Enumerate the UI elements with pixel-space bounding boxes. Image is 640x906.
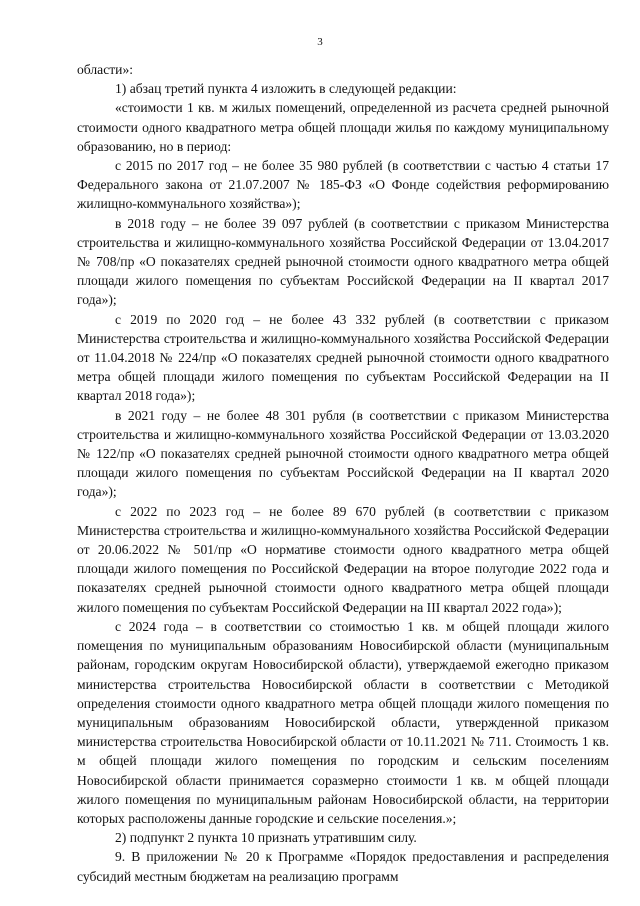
paragraph-item-1: 1) абзац третий пункта 4 изложить в следующей редакции:	[115, 81, 457, 97]
page-number: 3	[317, 36, 323, 48]
paragraph-item-2: 2) подпункт 2 пункта 10 признать утратившим силу.	[115, 830, 417, 846]
paragraph-2018: в 2018 году – не более 39 097 рублей (в соответствии с приказом Министерства строительства и жилищно-коммунального хозяйства Российской Федерации от 13.04.2017 № 708/пр «О показателях средней рыночной стоимости одного квадратного метра общей площади жилого помещения по субъектам Российской Федерации на II квартал 2017 года»);	[77, 215, 609, 308]
document-body	[77, 60, 609, 886]
paragraph-continuation: области»:	[77, 62, 134, 77]
paragraph-item-9: 9. В приложении № 20 к Программе «Порядок предоставления и распределения субсидий местным бюджетам на реализацию программ	[77, 849, 609, 884]
paragraph-2019-2020: с 2019 по 2020 год – не более 43 332 рублей (в соответствии с приказом Министерства строительства и жилищно-коммунального хозяйства Российской Федерации от 11.04.2018 № 224/пр «О показателях средней рыночной стоимости одного квадратного метра общей площади жилого помещения по субъектам Российской Федерации на II квартал 2018 года»);	[77, 311, 609, 404]
paragraph-2024: с 2024 года – в соответствии со стоимостью 1 кв. м общей площади жилого помещения по муниципальным образованиям Новосибирской области (муниципальным районам, городским округам Новосибирской области), утверждаемой ежегодно приказом министерства строительства Новосибирской области в соответствии с Методикой определения стоимости одного квадратного метра общей площади жилого помещения по муниципальным образованиям Новосибирской области, утвержденной приказом министерства строительства Новосибирской области от 10.11.2021 № 711. Стоимость 1 кв. м общей площади жилого помещения по городским и сельским поселениям Новосибирской области принимается соразмерно стоимости 1 кв. м общей площади жилого помещения по муниципальным районам Новосибирской области, на территории которых расположены данные городские и сельские поселения.»;	[77, 618, 609, 826]
paragraph-2022-2023: с 2022 по 2023 год – не более 89 670 рублей (в соответствии с приказом Министерства строительства и жилищно-коммунального хозяйства Российской Федерации от 20.06.2022 № 501/пр «О нормативе стоимости одного квадратного метра общей площади жилого помещения по Российской Федерации на второе полугодие 2022 года и показателях средней рыночной стоимости одного квадратного метра общей площади жилого помещения по субъектам Российской Федерации на III квартал 2022 года»);	[77, 503, 609, 615]
paragraph-quote-intro: «стоимости 1 кв. м жилых помещений, определенной из расчета средней рыночной стоимости одного квадратного метра общей площади жилья по каждому муниципальному образованию, но в период:	[77, 100, 609, 154]
paragraph-2015-2017: с 2015 по 2017 год – не более 35 980 рублей (в соответствии с частью 4 статьи 17 Федерального закона от 21.07.2007 № 185-ФЗ «О Фонде содействия реформированию жилищно-коммунального хозяйства»);	[77, 158, 609, 212]
paragraph-2021: в 2021 году – не более 48 301 рубля (в соответствии с приказом Министерства строительства и жилищно-коммунального хозяйства Российской Федерации от 13.03.2020 № 122/пр «О показателях средней рыночной стоимости одного квадратного метра общей площади жилого помещения по субъектам Российской Федерации на II квартал 2020 года»);	[77, 407, 609, 500]
